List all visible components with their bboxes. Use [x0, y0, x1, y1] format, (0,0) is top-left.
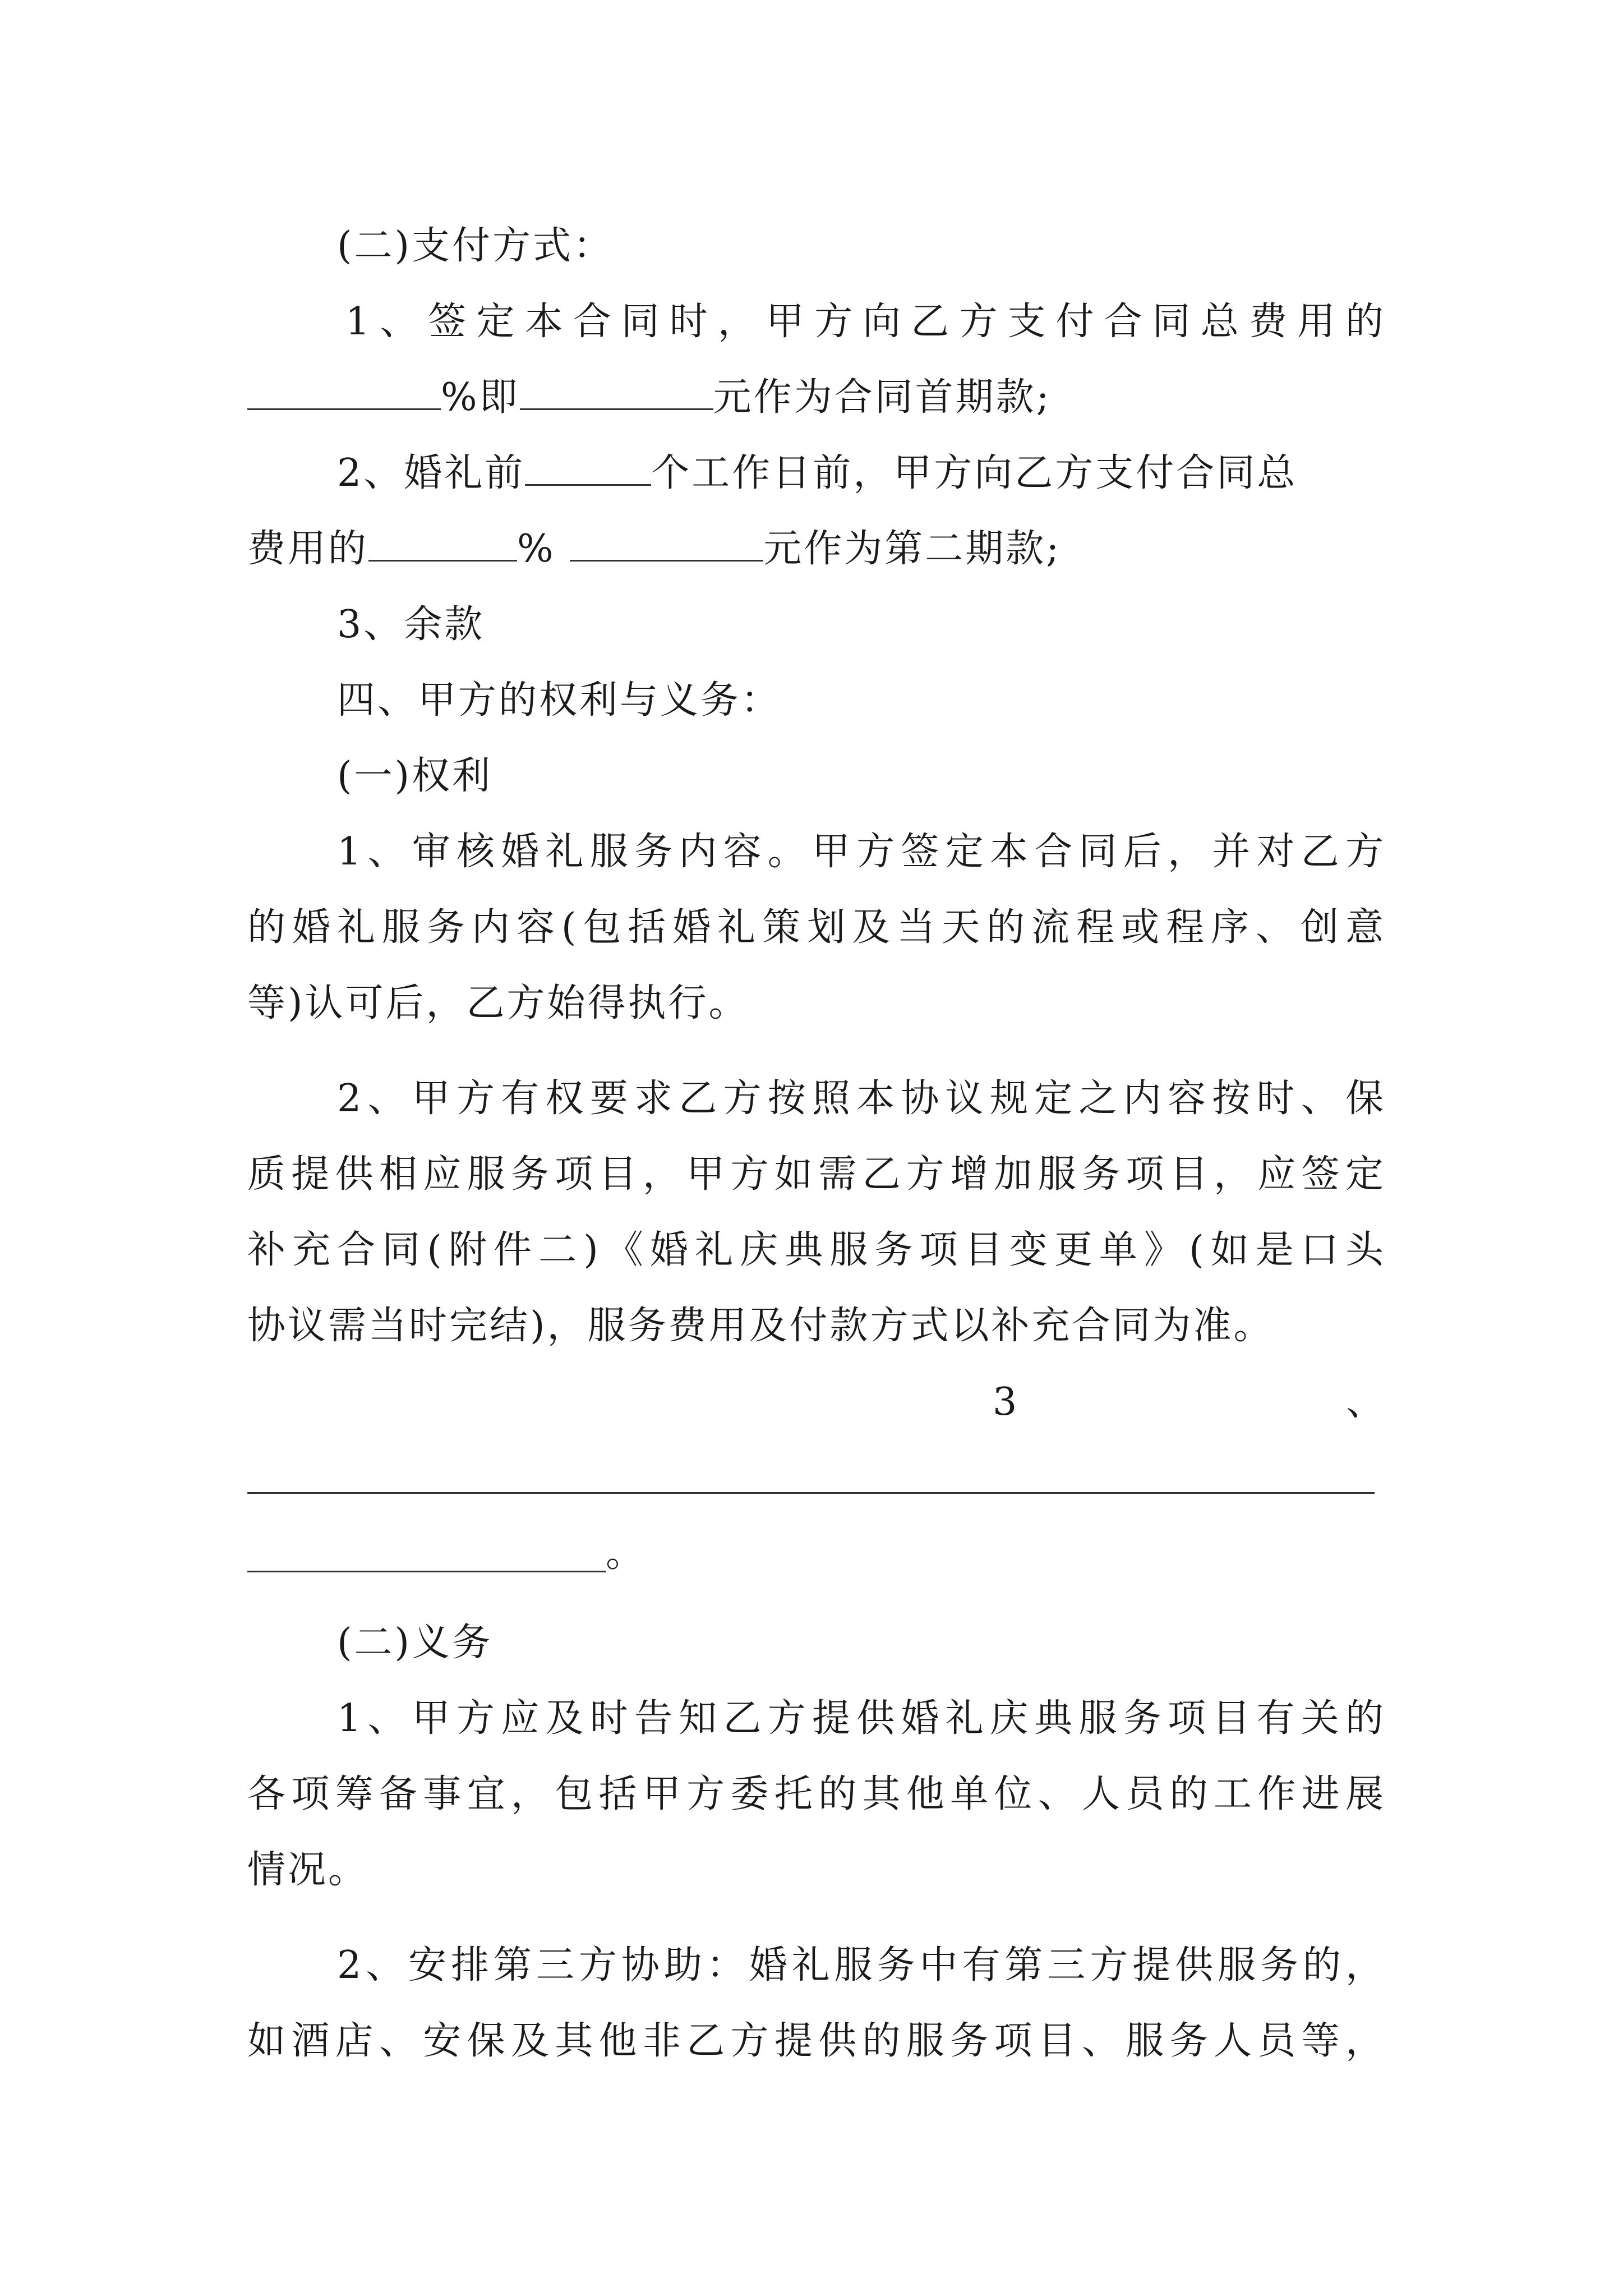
paragraph-line: 补充合同(附件二)《婚礼庆典服务项目变更单》(如是口头 [247, 1228, 1386, 1272]
paragraph-line: 情况。 [247, 1848, 369, 1892]
paragraph-line: 的婚礼服务内容(包括婚礼策划及当天的流程或程序、创意 [247, 905, 1386, 950]
fill-blank-long[interactable] [247, 1492, 1375, 1494]
fill-blank[interactable] [570, 526, 763, 562]
section-heading-party-a-rights-obligations: 四、甲方的权利与义务： [337, 678, 782, 723]
fill-blank[interactable] [525, 450, 651, 486]
fill-blank[interactable] [368, 526, 517, 562]
paragraph-line: 质提供相应服务项目，甲方如需乙方增加服务项目，应签定 [247, 1152, 1386, 1197]
fill-blank[interactable] [247, 1571, 606, 1572]
paragraph-line: 费用的 % 元作为第二期款; [247, 527, 1062, 571]
item-number: 3 [993, 1380, 1017, 1424]
subsection-heading-rights: (一)权利 [337, 754, 493, 798]
paragraph-line: 各项筹备事宜，包括甲方委托的其他单位、人员的工作进展 [247, 1772, 1386, 1816]
paragraph-line: 2、婚礼前 个工作日前，甲方向乙方支付合同总 [337, 451, 1298, 495]
paragraph-line: 2、安排第三方协助：婚礼服务中有第三方提供服务的， [337, 1943, 1386, 1987]
paragraph-line: 2、甲方有权要求乙方按照本协议规定之内容按时、保 [337, 1076, 1386, 1121]
paragraph-line: 1、审核婚礼服务内容。甲方签定本合同后，并对乙方 [337, 830, 1386, 874]
fill-blank[interactable] [520, 375, 713, 410]
paragraph-line: 协议需当时完结)，服务费用及付款方式以补充合同为准。 [247, 1304, 1274, 1348]
period-mark: 。 [606, 1531, 644, 1576]
paragraph-line: 1、签定本合同时，甲方向乙方支付合同总费用的 [345, 300, 1386, 344]
section-heading-payment: (二)支付方式： [337, 224, 614, 268]
subsection-heading-obligations: (二)义务 [337, 1621, 493, 1665]
paragraph-line: 如酒店、安保及其他非乙方提供的服务项目、服务人员等， [247, 2019, 1386, 2063]
paragraph-line: %即 元作为合同首期款; [247, 359, 1386, 436]
paragraph-line: 等)认可后，乙方始得执行。 [247, 981, 749, 1025]
paragraph-line: 1、甲方应及时告知乙方提供婚礼庆典服务项目有关的 [337, 1696, 1386, 1741]
enumeration-comma: 、 [1346, 1380, 1385, 1424]
paragraph-line: 3、余款 [337, 602, 485, 647]
fill-blank[interactable] [247, 375, 441, 410]
